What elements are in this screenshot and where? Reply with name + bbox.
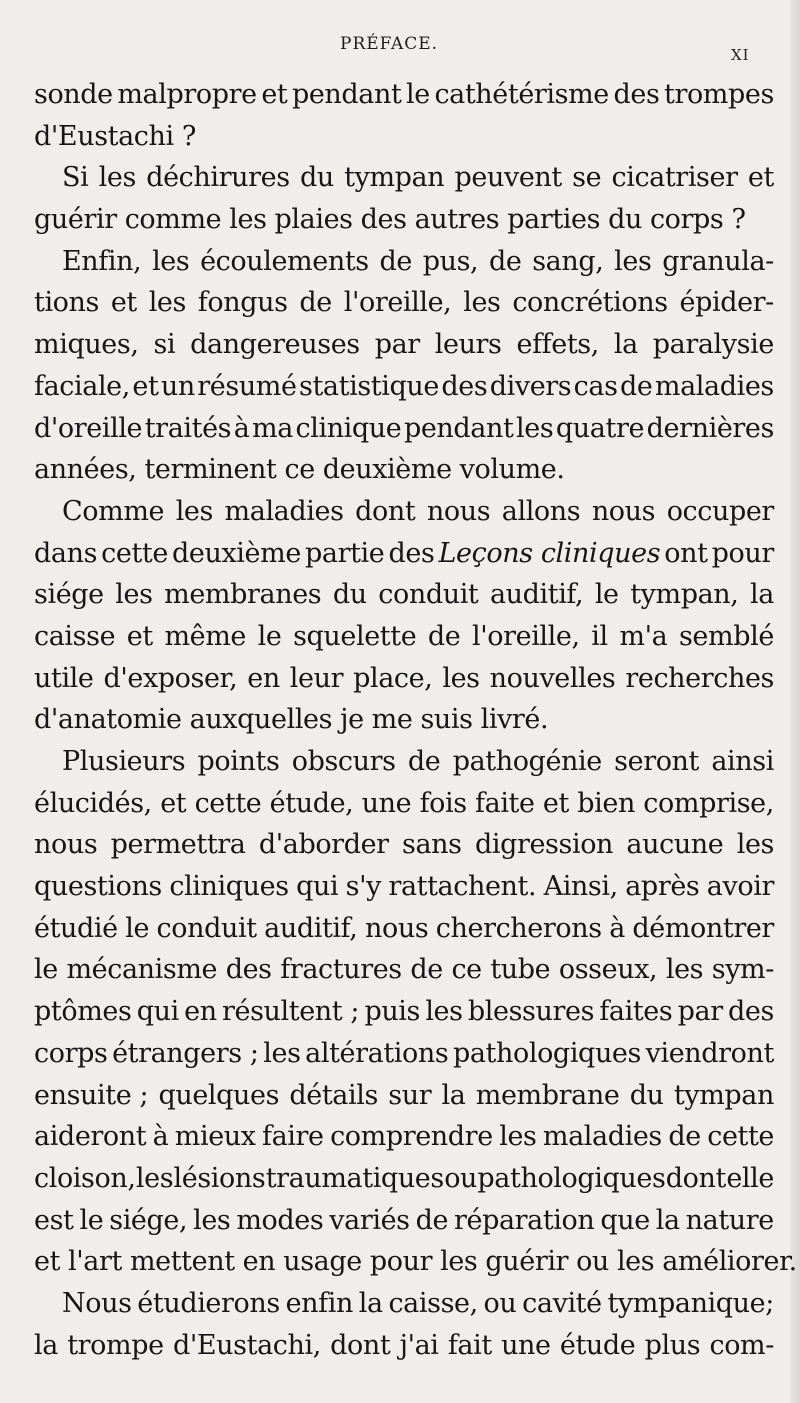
text-line (34, 699, 774, 741)
text-line (34, 449, 774, 491)
text-line (34, 741, 774, 783)
text-word: usage (283, 1246, 362, 1278)
text-word: granula- (662, 245, 774, 277)
text-word: une (361, 787, 412, 819)
text-word: conduit (156, 912, 257, 944)
text-word: les (115, 579, 153, 611)
text-word: d'aborder (258, 829, 389, 861)
text-word: miques, (34, 329, 139, 361)
text-word: les (135, 1162, 174, 1194)
text-word: peuvent (454, 162, 562, 194)
running-title: PRÉFACE. (340, 34, 439, 54)
text-line (34, 366, 774, 408)
text-word: allons (501, 495, 581, 527)
text-word: Plusieurs (62, 746, 186, 777)
text-line (34, 991, 774, 1033)
text-word: guérir (485, 1246, 569, 1278)
text-word: deuxième (172, 537, 301, 569)
text-line (34, 616, 774, 658)
text-word: traumatiques (265, 1162, 444, 1194)
text-word: pus, (422, 245, 479, 277)
text-word: suis (420, 704, 473, 736)
text-word: squelette (293, 620, 417, 652)
text-word: les (148, 287, 186, 319)
text-word: concrétions (512, 287, 668, 319)
page-edge-shadow (790, 0, 800, 1403)
text-word: pathogénie (452, 746, 602, 777)
text-word: en (242, 1246, 276, 1278)
text-word: des (225, 954, 272, 986)
text-word: étude (559, 1329, 636, 1361)
text-word: mettent (129, 1246, 235, 1278)
text-word: les (263, 1037, 301, 1069)
text-word: un (160, 370, 195, 402)
text-word: en (184, 996, 217, 1028)
text-word: mieux (174, 1121, 256, 1153)
text-word: même (164, 620, 246, 652)
text-word: divers (489, 370, 572, 402)
text-word: dont (665, 1162, 726, 1194)
text-line (34, 1241, 797, 1283)
text-word: les (193, 1204, 231, 1236)
text-word: nous (34, 829, 98, 861)
text-word: lésions (173, 1162, 266, 1194)
text-line (34, 324, 774, 366)
text-word: fongus (197, 287, 288, 319)
text-word: caisse, (388, 1287, 478, 1319)
text-line (34, 658, 774, 700)
text-word: par (374, 329, 420, 361)
text-word: démontrer (632, 912, 774, 944)
text-word: les (152, 245, 190, 277)
text-word: les (229, 204, 267, 236)
text-word: d'anatomie (34, 704, 182, 736)
text-word: membrane (475, 1079, 620, 1111)
text-word: tympan, (630, 579, 739, 611)
text-word: ma (252, 412, 293, 444)
text-word: qui (136, 996, 179, 1028)
text-word: Nous (62, 1287, 132, 1319)
text-word: conduit (378, 579, 479, 611)
text-word: les (516, 412, 554, 444)
text-word: étude, (269, 787, 354, 819)
text-word: tympan (673, 1079, 774, 1111)
text-word: le (257, 620, 282, 652)
text-word: cloison, (34, 1162, 136, 1194)
text-word: malpropre (117, 79, 257, 110)
text-word: permettra (110, 829, 246, 861)
text-word: et (126, 620, 153, 652)
text-word: cette (101, 537, 168, 569)
text-word: la (34, 1329, 58, 1361)
text-word: de (410, 954, 443, 986)
text-word: et (747, 162, 774, 194)
text-word: par (677, 996, 723, 1028)
text-word: chercherons (435, 912, 602, 944)
text-word: ou (483, 1287, 517, 1319)
text-word: obscurs (291, 746, 396, 777)
text-word: modes (236, 1204, 324, 1236)
page-number: XI (731, 46, 750, 64)
text-line (34, 1283, 774, 1325)
text-word: autres (414, 204, 500, 236)
text-word: pathologiques (477, 1162, 666, 1194)
text-word: des (360, 204, 407, 236)
text-word: des (728, 996, 774, 1028)
text-word: et (261, 79, 288, 110)
text-word: dans (34, 537, 98, 569)
text-word: de (619, 370, 653, 402)
text-word: résumé (197, 370, 297, 402)
text-word: en (247, 662, 280, 694)
text-word: de (407, 746, 441, 777)
text-line (34, 783, 774, 825)
text-word: maladies (654, 370, 774, 402)
text-word: l'oreille, (472, 620, 580, 652)
text-word: plaies (274, 204, 353, 236)
body-text (34, 74, 797, 1366)
text-word: maladies (542, 1121, 662, 1153)
text-line (34, 1116, 774, 1158)
text-word: du (299, 162, 334, 194)
text-word: auditif, (489, 579, 584, 611)
text-word: cette (194, 787, 262, 819)
text-word: osseux, (558, 954, 658, 986)
text-word: ont (664, 537, 708, 569)
text-word: plus (644, 1329, 701, 1361)
text-word: blessures (467, 996, 595, 1028)
text-line (34, 908, 774, 950)
text-word: parties (507, 204, 601, 236)
text-word: les (463, 287, 501, 319)
text-word: et (132, 370, 159, 402)
text-word: qui (296, 871, 339, 903)
text-word: nouvelles (489, 662, 616, 694)
text-word: le (125, 912, 150, 944)
text-line (34, 74, 774, 116)
text-word: des (613, 79, 660, 110)
text-word: détails (289, 1079, 378, 1111)
text-line (34, 116, 774, 158)
text-word: résultent ; (222, 996, 360, 1028)
text-line (34, 241, 774, 283)
text-line (34, 533, 774, 575)
text-word: Leçons cliniques (438, 537, 661, 569)
text-word: quatre (555, 412, 645, 444)
text-word: ainsi (711, 746, 774, 777)
text-word: le (79, 1204, 104, 1236)
text-word: cas (573, 370, 618, 402)
text-word: fait (447, 1329, 492, 1361)
text-line (34, 574, 774, 616)
text-word: avoir (706, 871, 774, 903)
text-word: comprendre (330, 1121, 493, 1153)
text-word: elle (726, 1162, 774, 1194)
text-word: le (34, 954, 58, 986)
text-word: nous (426, 495, 491, 527)
text-word: du (332, 579, 367, 611)
text-word: cathétérisme (434, 79, 609, 110)
text-word: de (415, 1204, 449, 1236)
text-word: volume. (459, 454, 565, 486)
text-word: puis (364, 996, 421, 1028)
text-line (34, 491, 774, 533)
text-word: une (501, 1329, 551, 1361)
text-word: rattachent. (388, 871, 537, 903)
text-word: améliorer. (662, 1246, 797, 1278)
text-word: le (594, 579, 619, 611)
text-line (34, 1033, 774, 1075)
text-word: statistique (299, 370, 439, 402)
text-line (34, 949, 774, 991)
text-word: dernières (646, 412, 774, 444)
text-word: ce (284, 454, 315, 486)
text-word: à (609, 912, 625, 944)
text-word: partie (305, 537, 385, 569)
text-word: aideront (34, 1121, 147, 1153)
text-word: faite (475, 787, 535, 819)
text-word: leurs (434, 329, 502, 361)
text-word: semblé (678, 620, 774, 652)
text-word: des (441, 370, 488, 402)
text-word: à (233, 412, 250, 444)
text-word: cette (707, 1121, 774, 1153)
text-word: me (371, 704, 413, 736)
text-word: et (542, 787, 569, 819)
text-word: points (197, 746, 280, 777)
text-line (34, 1200, 774, 1242)
text-word: les (736, 829, 774, 861)
text-word: auxquelles (189, 704, 333, 736)
text-word: que (600, 1204, 650, 1236)
text-word: trompes (664, 79, 774, 110)
running-head (0, 34, 800, 64)
text-word: altérations (305, 1037, 449, 1069)
text-word: de (379, 245, 412, 277)
text-word: les (614, 245, 652, 277)
text-word: sym- (711, 954, 774, 986)
text-word: deuxième (322, 454, 452, 486)
text-word: ptômes (34, 996, 132, 1028)
text-word: tions (34, 287, 99, 319)
text-word: corps (34, 1037, 108, 1069)
text-word: étrangers ; (112, 1037, 259, 1069)
text-word: sonde (34, 79, 113, 110)
text-word: membranes (164, 579, 322, 611)
text-word: étudierons (137, 1287, 280, 1319)
text-word: de (488, 245, 522, 277)
text-line (34, 408, 774, 450)
text-word: les (440, 1246, 478, 1278)
text-word: déchirures (146, 162, 290, 194)
text-word: siége, (109, 1204, 188, 1236)
text-word: l'art (68, 1246, 122, 1278)
text-word: les (425, 996, 463, 1028)
text-word: quelques (158, 1079, 280, 1111)
text-word: les (616, 1246, 655, 1278)
text-word: com- (709, 1329, 774, 1361)
text-word: trompe (67, 1329, 164, 1361)
text-word: auditif, (264, 912, 358, 944)
text-line (34, 1158, 774, 1200)
text-word: cicatriser (611, 162, 738, 194)
text-word: place, (353, 662, 433, 694)
text-word: est (34, 1204, 74, 1236)
text-word: l'oreille, (343, 287, 452, 319)
text-word: années, (34, 454, 137, 486)
text-word: écoulements (200, 245, 369, 277)
text-word: si (153, 329, 176, 361)
text-word: effets, (516, 329, 599, 361)
text-word: seront (614, 746, 699, 777)
text-word: comme (124, 204, 222, 236)
text-word: dont (355, 495, 416, 527)
text-word: d'oreille (34, 412, 143, 444)
text-word: terminent (144, 454, 277, 486)
text-word: la (750, 579, 774, 611)
text-word: s'y (345, 871, 381, 903)
text-word: j'ai (399, 1329, 439, 1361)
text-word: d'Eustachi, (172, 1329, 321, 1361)
text-word: cliniques (169, 871, 289, 903)
text-word: aucune (626, 829, 724, 861)
text-word: sans (402, 829, 462, 861)
text-word: du (608, 204, 642, 236)
text-word: les (665, 954, 704, 986)
text-word: tympan (344, 162, 445, 194)
text-line (34, 157, 774, 199)
text-word: d'Eustachi ? (34, 120, 197, 152)
text-word: ce (451, 954, 482, 986)
text-word: Ainsi, (543, 871, 618, 903)
text-word: viendront (645, 1037, 774, 1069)
text-word: variés (329, 1204, 410, 1236)
text-word: sang, (532, 245, 604, 277)
text-line (34, 1325, 774, 1367)
text-word: ou (576, 1246, 609, 1278)
text-word: à (152, 1121, 169, 1153)
text-word: m'a (619, 620, 668, 652)
text-word: pour (369, 1246, 433, 1278)
text-word: caisse (34, 620, 116, 652)
text-word: je (340, 704, 364, 736)
text-line (34, 282, 774, 324)
text-word: et (160, 787, 187, 819)
text-word: fractures (280, 954, 402, 986)
text-word: traités (144, 412, 232, 444)
text-word: pathologiques (452, 1037, 641, 1069)
text-word: Enfin, (62, 245, 142, 277)
text-word: comprise, (643, 787, 774, 819)
text-word: maladies (224, 495, 344, 527)
text-word: tube (490, 954, 551, 986)
text-word: corps ? (649, 204, 746, 236)
text-word: nature (685, 1204, 774, 1236)
text-word: du (629, 1079, 664, 1111)
text-word: étudié (34, 912, 118, 944)
text-word: siége (34, 579, 104, 611)
text-word: recherches (625, 662, 774, 694)
text-word: questions (34, 871, 162, 903)
text-word: dangereuses (190, 329, 360, 361)
text-word: sur (388, 1079, 432, 1111)
text-word: de (427, 620, 461, 652)
text-word: et (110, 287, 137, 319)
text-word: épider- (679, 287, 774, 319)
text-word: dont (330, 1329, 391, 1361)
text-word: les (499, 1121, 537, 1153)
text-word: les (175, 495, 213, 527)
text-line (34, 866, 774, 908)
text-word: Si (62, 162, 89, 194)
text-word: pour (711, 537, 774, 569)
text-word: bien (577, 787, 635, 819)
text-word: enfin (285, 1287, 353, 1319)
text-line (34, 1075, 774, 1117)
text-word: la (358, 1287, 383, 1319)
text-word: cavité (522, 1287, 602, 1319)
text-word: la (655, 1204, 680, 1236)
text-word: les (442, 662, 480, 694)
text-word: faites (599, 996, 673, 1028)
text-word: pendant (403, 412, 514, 444)
text-word: ou (444, 1162, 478, 1194)
text-word: guérir (34, 204, 117, 236)
text-word: réparation (453, 1204, 595, 1236)
text-word: la (613, 329, 638, 361)
text-word: digression (474, 829, 614, 861)
text-word: tympanique; (607, 1287, 774, 1319)
text-word: paralysie (652, 329, 774, 361)
text-word: leur (289, 662, 344, 694)
text-word: Comme (62, 495, 165, 527)
text-word: clinique (295, 412, 402, 444)
text-line (34, 824, 774, 866)
text-word: et (34, 1246, 61, 1278)
text-line (34, 199, 774, 241)
text-word: la (441, 1079, 466, 1111)
text-word: après (625, 871, 700, 903)
text-word: nous (591, 495, 656, 527)
text-word: faciale, (34, 370, 130, 402)
text-word: de (299, 287, 332, 319)
text-word: occuper (666, 495, 774, 527)
text-word: des (388, 537, 435, 569)
text-word: il (591, 620, 608, 652)
text-word: pendant (291, 79, 402, 110)
text-word: livré. (480, 704, 549, 736)
text-word: mécanisme (66, 954, 218, 986)
text-word: élucidés, (34, 787, 152, 819)
text-word: utile (34, 662, 94, 694)
text-word: d'exposer, (103, 662, 238, 694)
text-word: fois (419, 787, 467, 819)
text-word: le (406, 79, 430, 110)
text-word: faire (262, 1121, 324, 1153)
text-word: ensuite ; (34, 1079, 149, 1111)
text-word: se (572, 162, 602, 194)
text-word: les (98, 162, 136, 194)
text-word: de (668, 1121, 701, 1153)
text-word: nous (364, 912, 429, 944)
